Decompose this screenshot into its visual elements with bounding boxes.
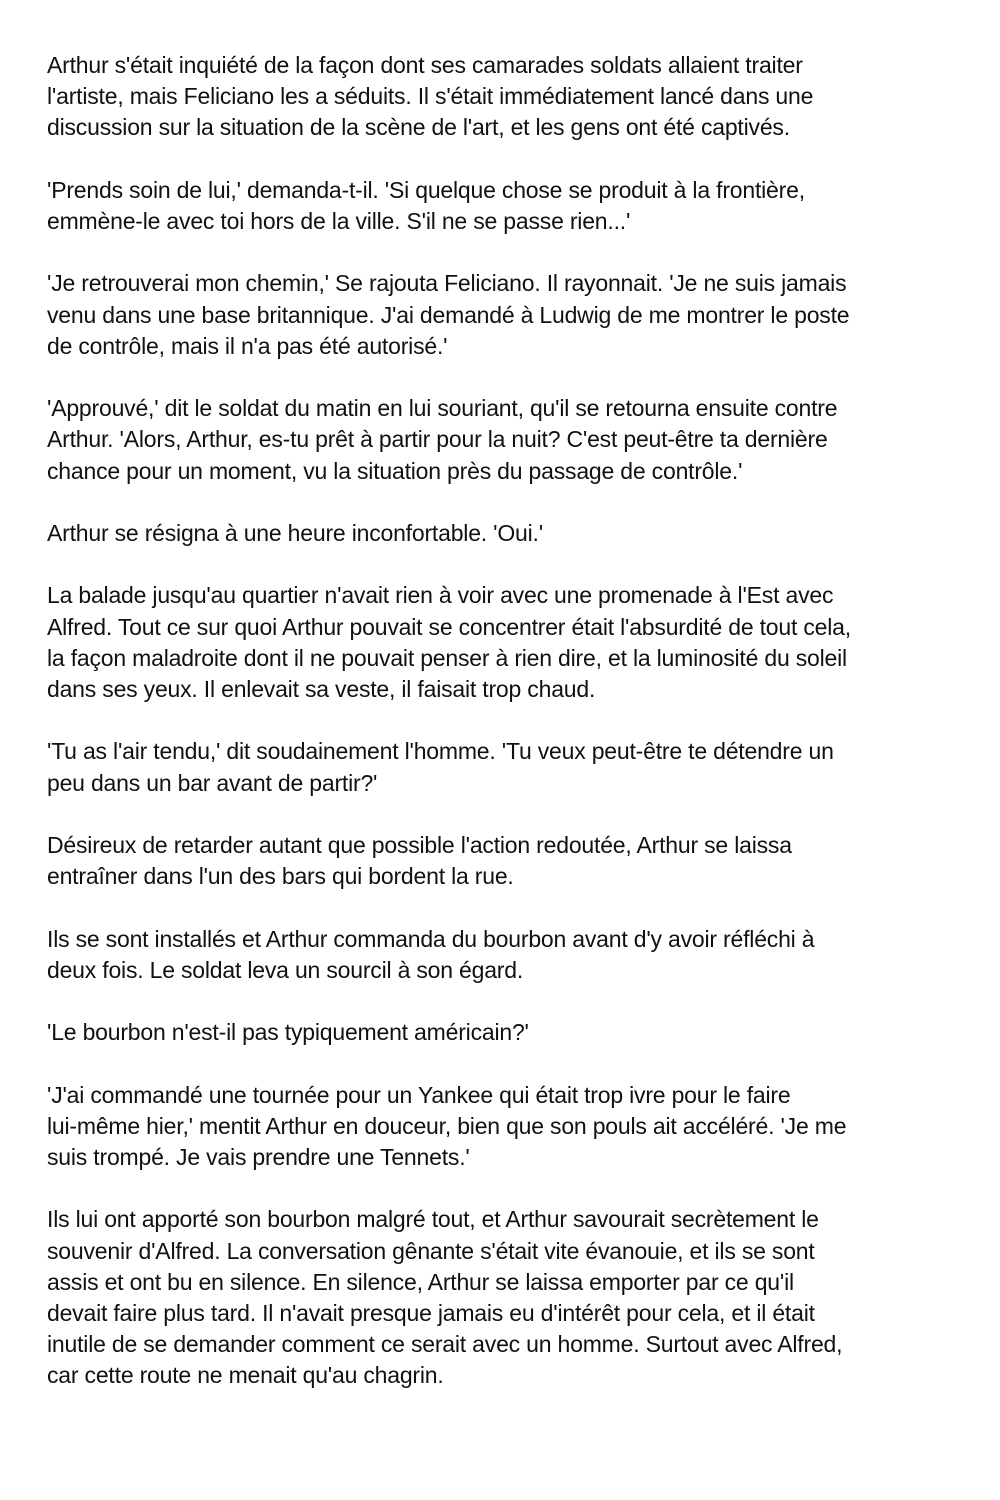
paragraph-7: 'Tu as l'air tendu,' dit soudainement l'homme. 'Tu veux peut-être te détendre un peu dans un bar avant de partir?' (47, 738, 834, 796)
paragraph-1: Arthur s'était inquiété de la façon dont ses camarades soldats allaient traiter l'artiste, mais Feliciano les a séduits. Il s'était immédiatement lancé dans une discussion sur la situation de la scène de l'art, et les gens ont été captivés. (47, 52, 814, 141)
paragraph-5: Arthur se résigna à une heure inconfortable. 'Oui.' (47, 519, 543, 546)
paragraph-9: Ils se sont installés et Arthur commanda du bourbon avant d'y avoir réfléchi à deux fois. Le soldat leva un sourcil à son égard. (47, 925, 815, 983)
paragraph-11: 'J'ai commandé une tournée pour un Yankee qui était trop ivre pour le faire lui-même hier,' mentit Arthur en douceur, bien que son pouls ait accéléré. 'Je me suis trompé. Je vais prendre une Tennets.' (47, 1081, 847, 1170)
paragraph-10: 'Le bourbon n'est-il pas typiquement américain?' (47, 1019, 529, 1046)
paragraph-8: Désireux de retarder autant que possible l'action redoutée, Arthur se laissa entraîner dans l'un des bars qui bordent la rue. (47, 831, 792, 890)
document-page (47, 50, 967, 1423)
paragraph-4: 'Approuvé,' dit le soldat du matin en lui souriant, qu'il se retourna ensuite contre Arthur. 'Alors, Arthur, es-tu prêt à partir pour la nuit? C'est peut-être ta dernière chance pour un moment, vu la situation près du passage de contrôle.' (47, 395, 838, 484)
paragraph-2: 'Prends soin de lui,' demanda-t-il. 'Si quelque chose se produit à la frontière, emmène-le avec toi hors de la ville. S'il ne se passe rien...' (47, 176, 805, 234)
paragraph-3: 'Je retrouverai mon chemin,' Se rajouta Feliciano. Il rayonnait. 'Je ne suis jamais venu dans une base britannique. J'ai demandé à Ludwig de me montrer le poste de contrôle, mais il n'a pas été autorisé.' (47, 270, 850, 359)
paragraph-6: La balade jusqu'au quartier n'avait rien à voir avec une promenade à l'Est avec Alfred. Tout ce sur quoi Arthur pouvait se concentrer était l'absurdité de tout cela, la façon maladroite dont il ne pouvait penser à rien dire, et la luminosité du soleil dans ses yeux. Il enlevait sa veste, il faisait trop chaud. (47, 582, 851, 702)
paragraph-12: Ils lui ont apporté son bourbon malgré tout, et Arthur savourait secrètement le souvenir d'Alfred. La conversation gênante s'était vite évanouie, et ils se sont assis et ont bu en silence. En silence, Arthur se laissa emporter par ce qu'il devait faire plus tard. Il n'avait presque jamais eu d'intérêt pour cela, et il était inutile de se demander comment ce serait avec un homme. Surtout avec Alfred, car cette route ne menait qu'au chagrin. (47, 1206, 843, 1389)
